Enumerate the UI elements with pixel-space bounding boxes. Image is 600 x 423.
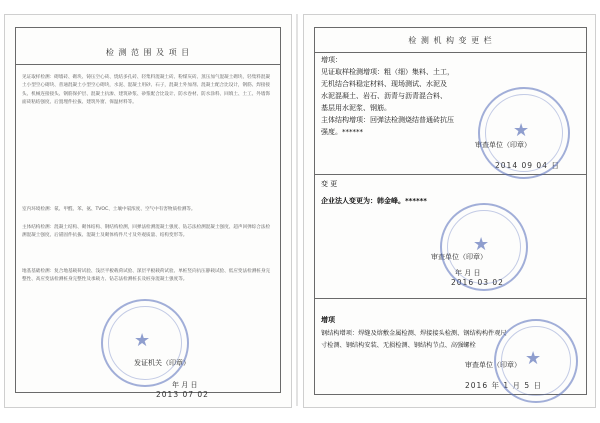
entry2-approver: 审查单位（印章） bbox=[431, 253, 487, 261]
entry1-line: 见证取样检测增项：粗（细）集料、土工， bbox=[321, 68, 454, 76]
seal-star-icon: ★ bbox=[513, 120, 530, 141]
entry2-date: 2016 03 02 bbox=[451, 278, 504, 287]
entry3-line: 钢结构增项：焊缝及熔敷金属检测、焊接接头检测、钢结构构件观尺 bbox=[321, 330, 507, 337]
entry1-line: 无机结合料稳定材料、现场测试、水泥及 bbox=[321, 80, 447, 88]
entry1-label: 增项： bbox=[321, 56, 342, 64]
left-page bbox=[4, 14, 292, 408]
entry1-approver: 审查单位（印章） bbox=[475, 141, 531, 149]
left-page-title: 检 测 范 围 及 项 目 bbox=[16, 40, 280, 65]
entry1-date: 2014 09 04 日 bbox=[495, 161, 560, 170]
entry1-line: 基层用水泥浆、钢筋。 bbox=[321, 104, 391, 112]
seal-star-icon: ★ bbox=[134, 330, 151, 351]
entry2-label: 变 更 bbox=[321, 180, 338, 188]
right-page bbox=[303, 14, 596, 408]
entry3-line: 寸检测、钢结构安装、无损检测、钢结构节点、高强螺栓 bbox=[321, 342, 476, 349]
scope-paragraph-1: 见证取样检测：砌墙砖、砌块、铸压空心砖、烧结多孔砖、轻集料混凝土砖、粉煤灰砖、蒸压加气混凝土砌块、轻集料混凝土小型空心砌块、普通混凝土小型空心砌块，水泥、混凝土用砂、石子，混凝土外加剂、混凝土配合比设计，钢筋、焊接接头、机械连接接头、钢筋保护层、混凝土抗渗、建筑砂浆、砂浆配合比设计、防水卷材、防水涂料、回填土、土工、外墙饰面砖粘结强度、后置埋件拉拔、建筑外窗、保温材料等。 bbox=[22, 75, 271, 106]
left-issue-date: 2013 07 02 bbox=[156, 390, 209, 399]
entry-divider bbox=[315, 174, 586, 175]
book-fold bbox=[296, 14, 298, 406]
entry-divider bbox=[315, 298, 586, 299]
issuer-label: 发证机关（印章） bbox=[134, 359, 190, 367]
scope-paragraph-2: 室内环境检测：氡、甲醛、苯、氨、TVOC、土壤中氡浓度、空气中有害物质检测等。 bbox=[22, 207, 196, 212]
right-page-title: 检 测 机 构 变 更 栏 bbox=[315, 28, 586, 53]
entry3-date: 2016 年 1 月 5 日 bbox=[465, 381, 543, 390]
seal-star-icon: ★ bbox=[473, 234, 490, 255]
entry3-label: 增项 bbox=[321, 316, 335, 324]
entry2-content: 企业法人变更为：韩金峰。****** bbox=[321, 197, 427, 205]
entry3-approver: 审查单位（印章） bbox=[465, 361, 521, 369]
scope-paragraph-4: 地基基础检测：复合地基载荷试验、浅层平板载荷试验、深层平板载荷试验、单桩竖向抗压静载试验、低应变法检测桩身完整性、高应变法检测桩身完整性及承载力、钻芯法检测桩长及桩身混凝土强度等。 bbox=[22, 269, 271, 283]
entry2-date-format: 年 月 日 bbox=[455, 269, 481, 277]
left-date-format: 年 月 日 bbox=[172, 381, 198, 389]
seal-star-icon: ★ bbox=[525, 348, 542, 369]
entry1-line: 主体结构增项：回弹法检测烧结普通砖抗压 bbox=[321, 116, 454, 124]
entry1-line: 强度。****** bbox=[321, 128, 363, 136]
scope-paragraph-3: 主体结构检测：混凝土结构、砌体结构、钢结构检测，回弹法检测混凝土强度、钻芯法检测混凝土强度、超声回弹综合法检测混凝土强度、后锚固件抗拔、混凝土及砌体构件尺寸及外观质量、结构变形等。 bbox=[22, 225, 271, 239]
entry1-line: 水泥混凝土、岩石、沥青与沥青混合料、 bbox=[321, 92, 447, 100]
